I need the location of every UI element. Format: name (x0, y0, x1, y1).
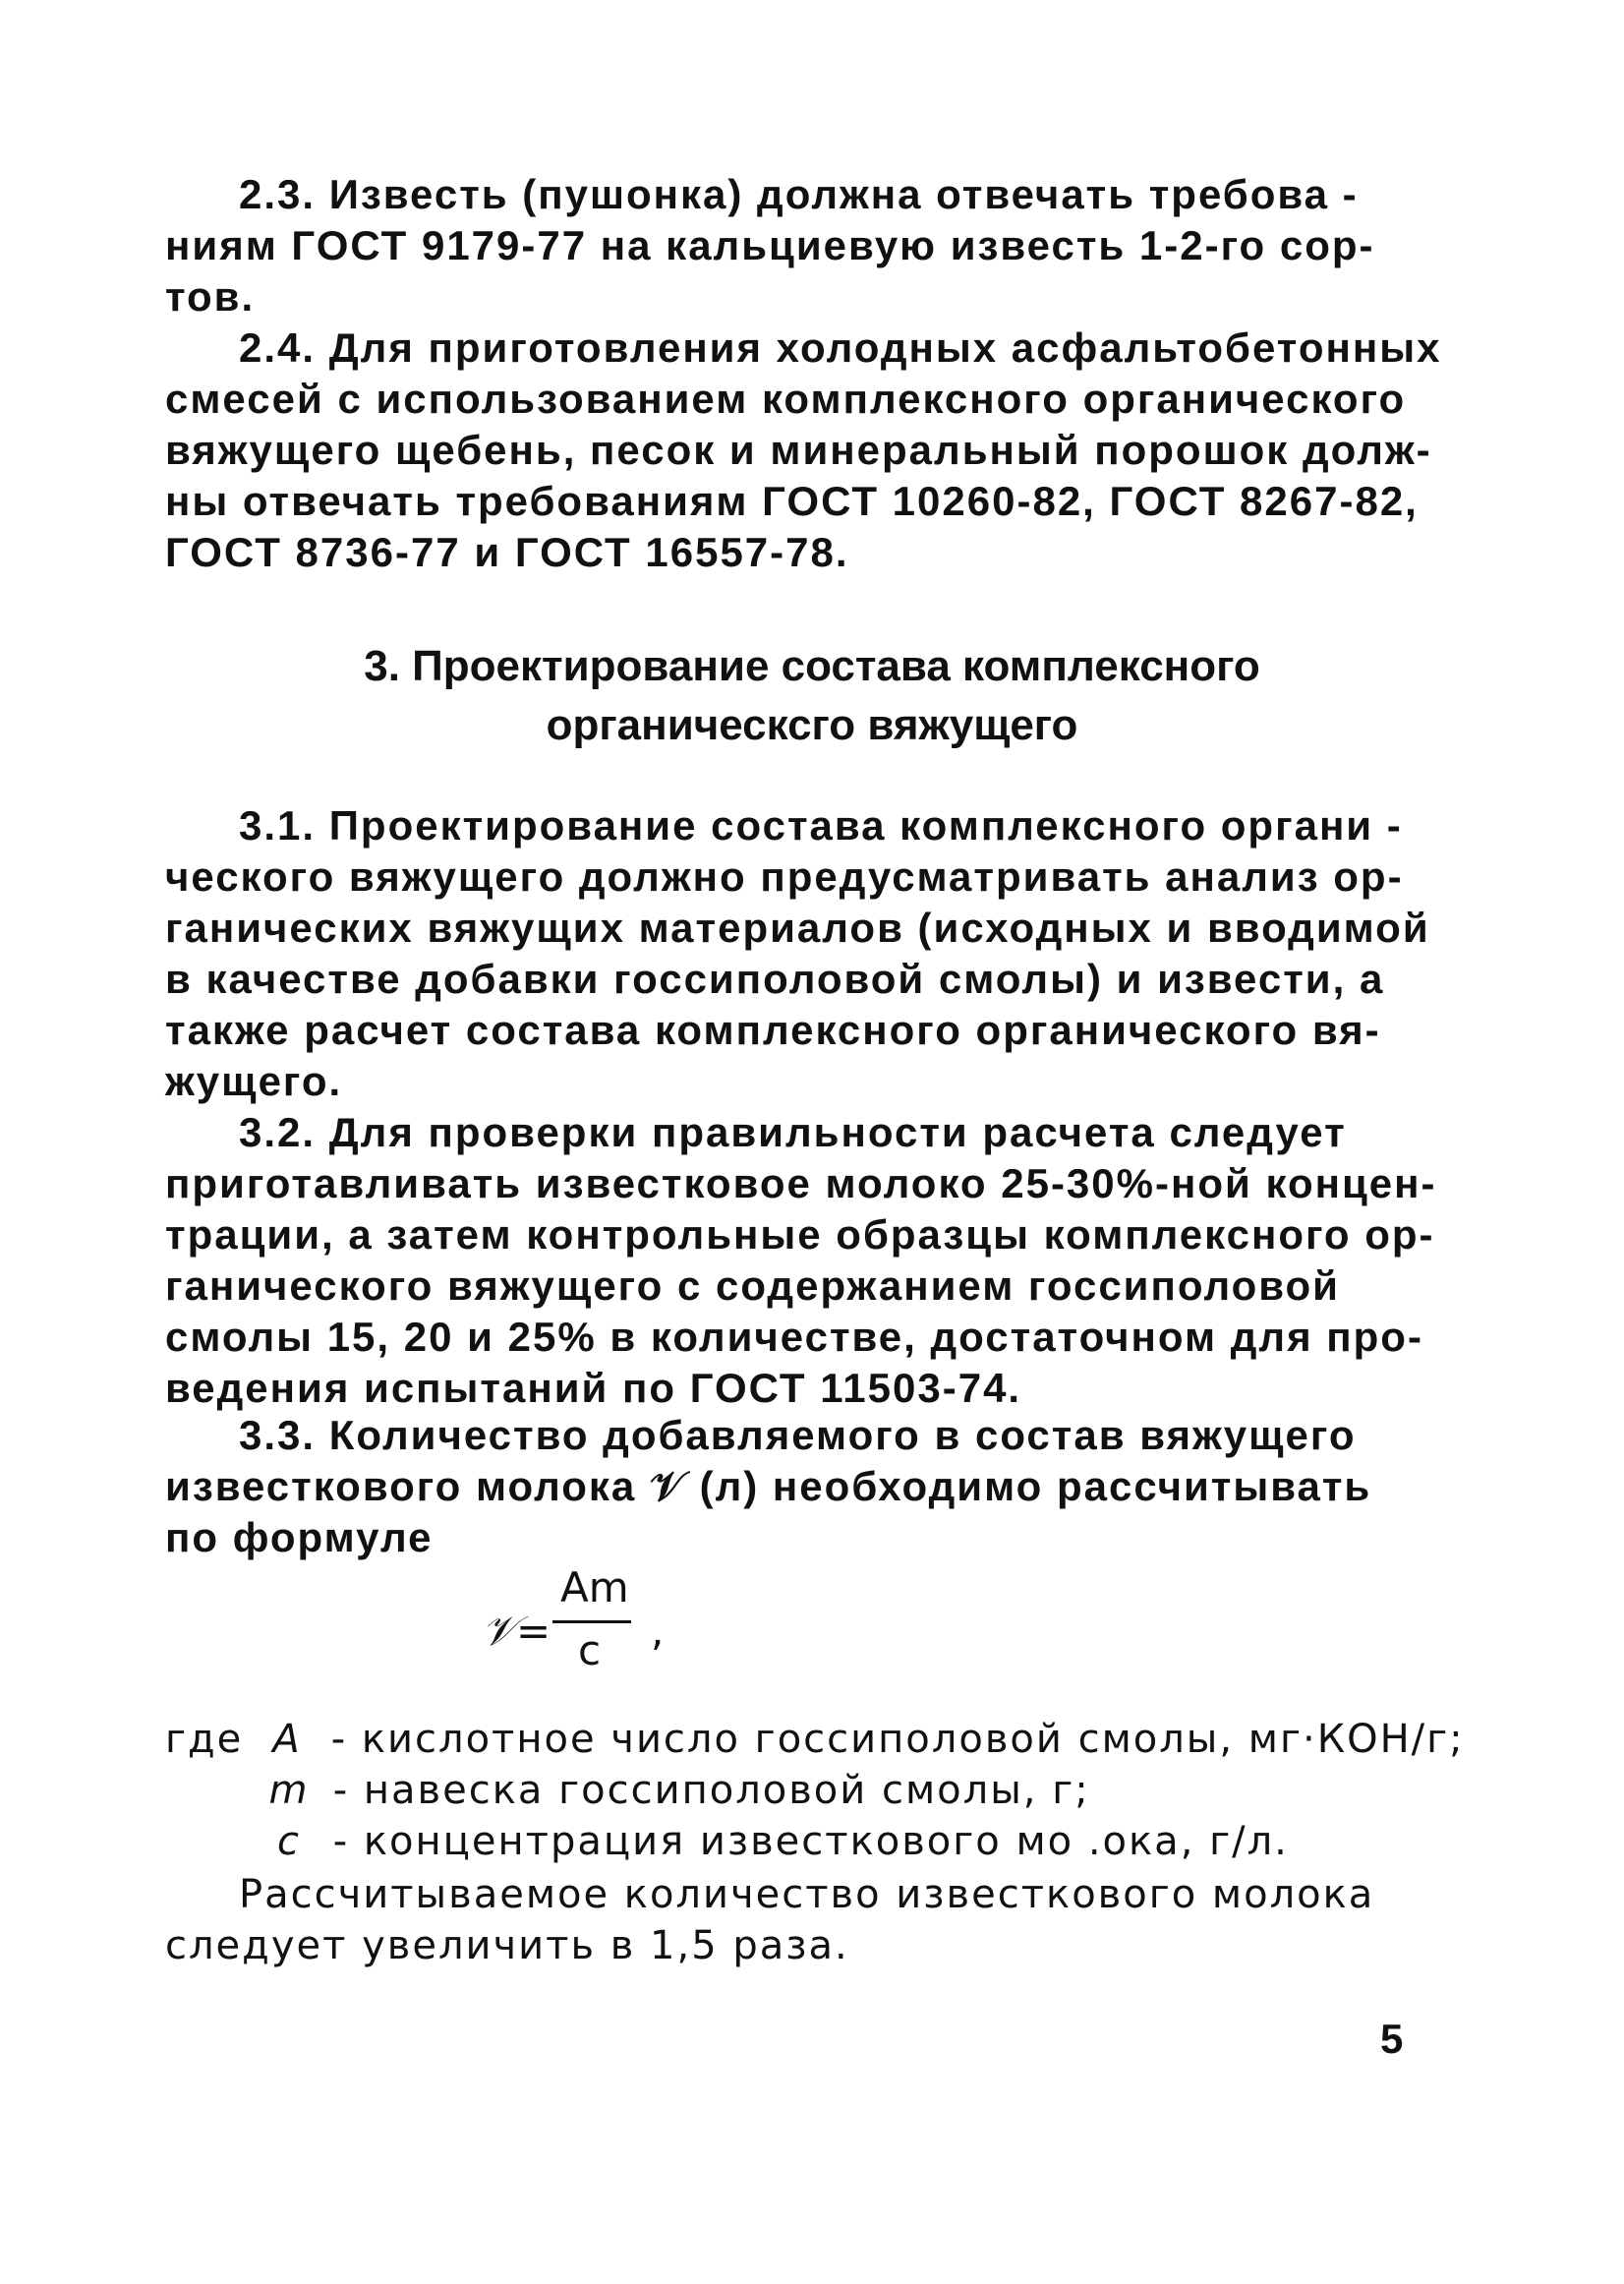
definition-symbol: c (277, 1819, 301, 1864)
text-line: 3.1. Проектирование состава комплексного органи - (239, 802, 1403, 849)
text-line: ны отвечать требованиям ГОСТ 10260-82, ГОСТ 8267-82, (165, 478, 1419, 524)
formula-trailing: , (651, 1607, 665, 1655)
definition-text: - кислотное число госсиполовой смолы, мг·КОН/г; (330, 1717, 1465, 1762)
text-line: Рассчитываемое количество известкового молока (239, 1872, 1375, 1917)
formula-denominator: c (578, 1626, 602, 1674)
text-line: ганических вяжущих материалов (исходных и вводимой (165, 905, 1430, 951)
text-line: 3.2. Для проверки правильности расчета следует (239, 1109, 1347, 1155)
formula-numerator: Am (560, 1563, 629, 1611)
formula-lhs: 𝒱= (482, 1607, 551, 1655)
text-line: ведения испытаний по ГОСТ 11503-74. (165, 1365, 1022, 1411)
definition-symbol: A (272, 1717, 302, 1762)
definition-row (260, 1766, 1090, 1815)
text-line: жущего. (165, 1058, 343, 1104)
text-line: по формуле (165, 1514, 434, 1560)
text-line: известкового молока 𝒱 (л) необходимо рассчитывать (165, 1463, 1372, 1509)
text-line: приготавливать известковое молоко 25-30%-ной концен- (165, 1160, 1437, 1206)
formula (482, 1563, 737, 1691)
section-heading: 3. Проектирование состава комплексного (364, 642, 1260, 690)
text-line: в качестве добавки госсиполовой смолы) и извести, а (165, 956, 1385, 1002)
text-line: тов. (165, 273, 256, 320)
text-line: трации, а затем контрольные образцы комплексного ор- (165, 1211, 1435, 1258)
definition-text: - концентрация известкового мо .ока, г/л. (332, 1819, 1289, 1864)
text-line: ческого вяжущего должно предусматривать анализ ор- (165, 853, 1404, 900)
text-line: смесей с использованием комплексного органического (165, 376, 1407, 422)
text-line: следует увеличить в 1,5 раза. (165, 1923, 849, 1968)
fraction-bar (552, 1620, 631, 1623)
text-line: ГОСТ 8736-77 и ГОСТ 16557-78. (165, 529, 849, 575)
text-line: 2.4. Для приготовления холодных асфальтобетонных (239, 324, 1442, 371)
definition-text: - навеска госсиполовой смолы, г; (332, 1768, 1090, 1813)
text-line: ниям ГОСТ 9179-77 на кальциевую известь 1-2-го сор- (165, 222, 1375, 268)
definition-symbol: m (268, 1768, 310, 1813)
definition-row (165, 1715, 1465, 1764)
definition-row (260, 1817, 1289, 1866)
page-number: 5 (1380, 2016, 1404, 2062)
text-line: 2.3. Известь (пушонка) должна отвечать требова - (239, 171, 1359, 217)
text-line: ганического вяжущего с содержанием госсиполовой (165, 1262, 1341, 1309)
text-line: также расчет состава комплексного органического вя- (165, 1007, 1381, 1053)
text-line: смолы 15, 20 и 25% в количестве, достаточном для про- (165, 1314, 1423, 1360)
text-line: 3.3. Количество добавляемого в состав вяжущего (239, 1412, 1357, 1458)
section-heading: органическсго вяжущего (546, 701, 1078, 749)
text-line: вяжущего щебень, песок и минеральный порошок долж- (165, 427, 1432, 473)
definition-prefix: где (165, 1717, 244, 1762)
